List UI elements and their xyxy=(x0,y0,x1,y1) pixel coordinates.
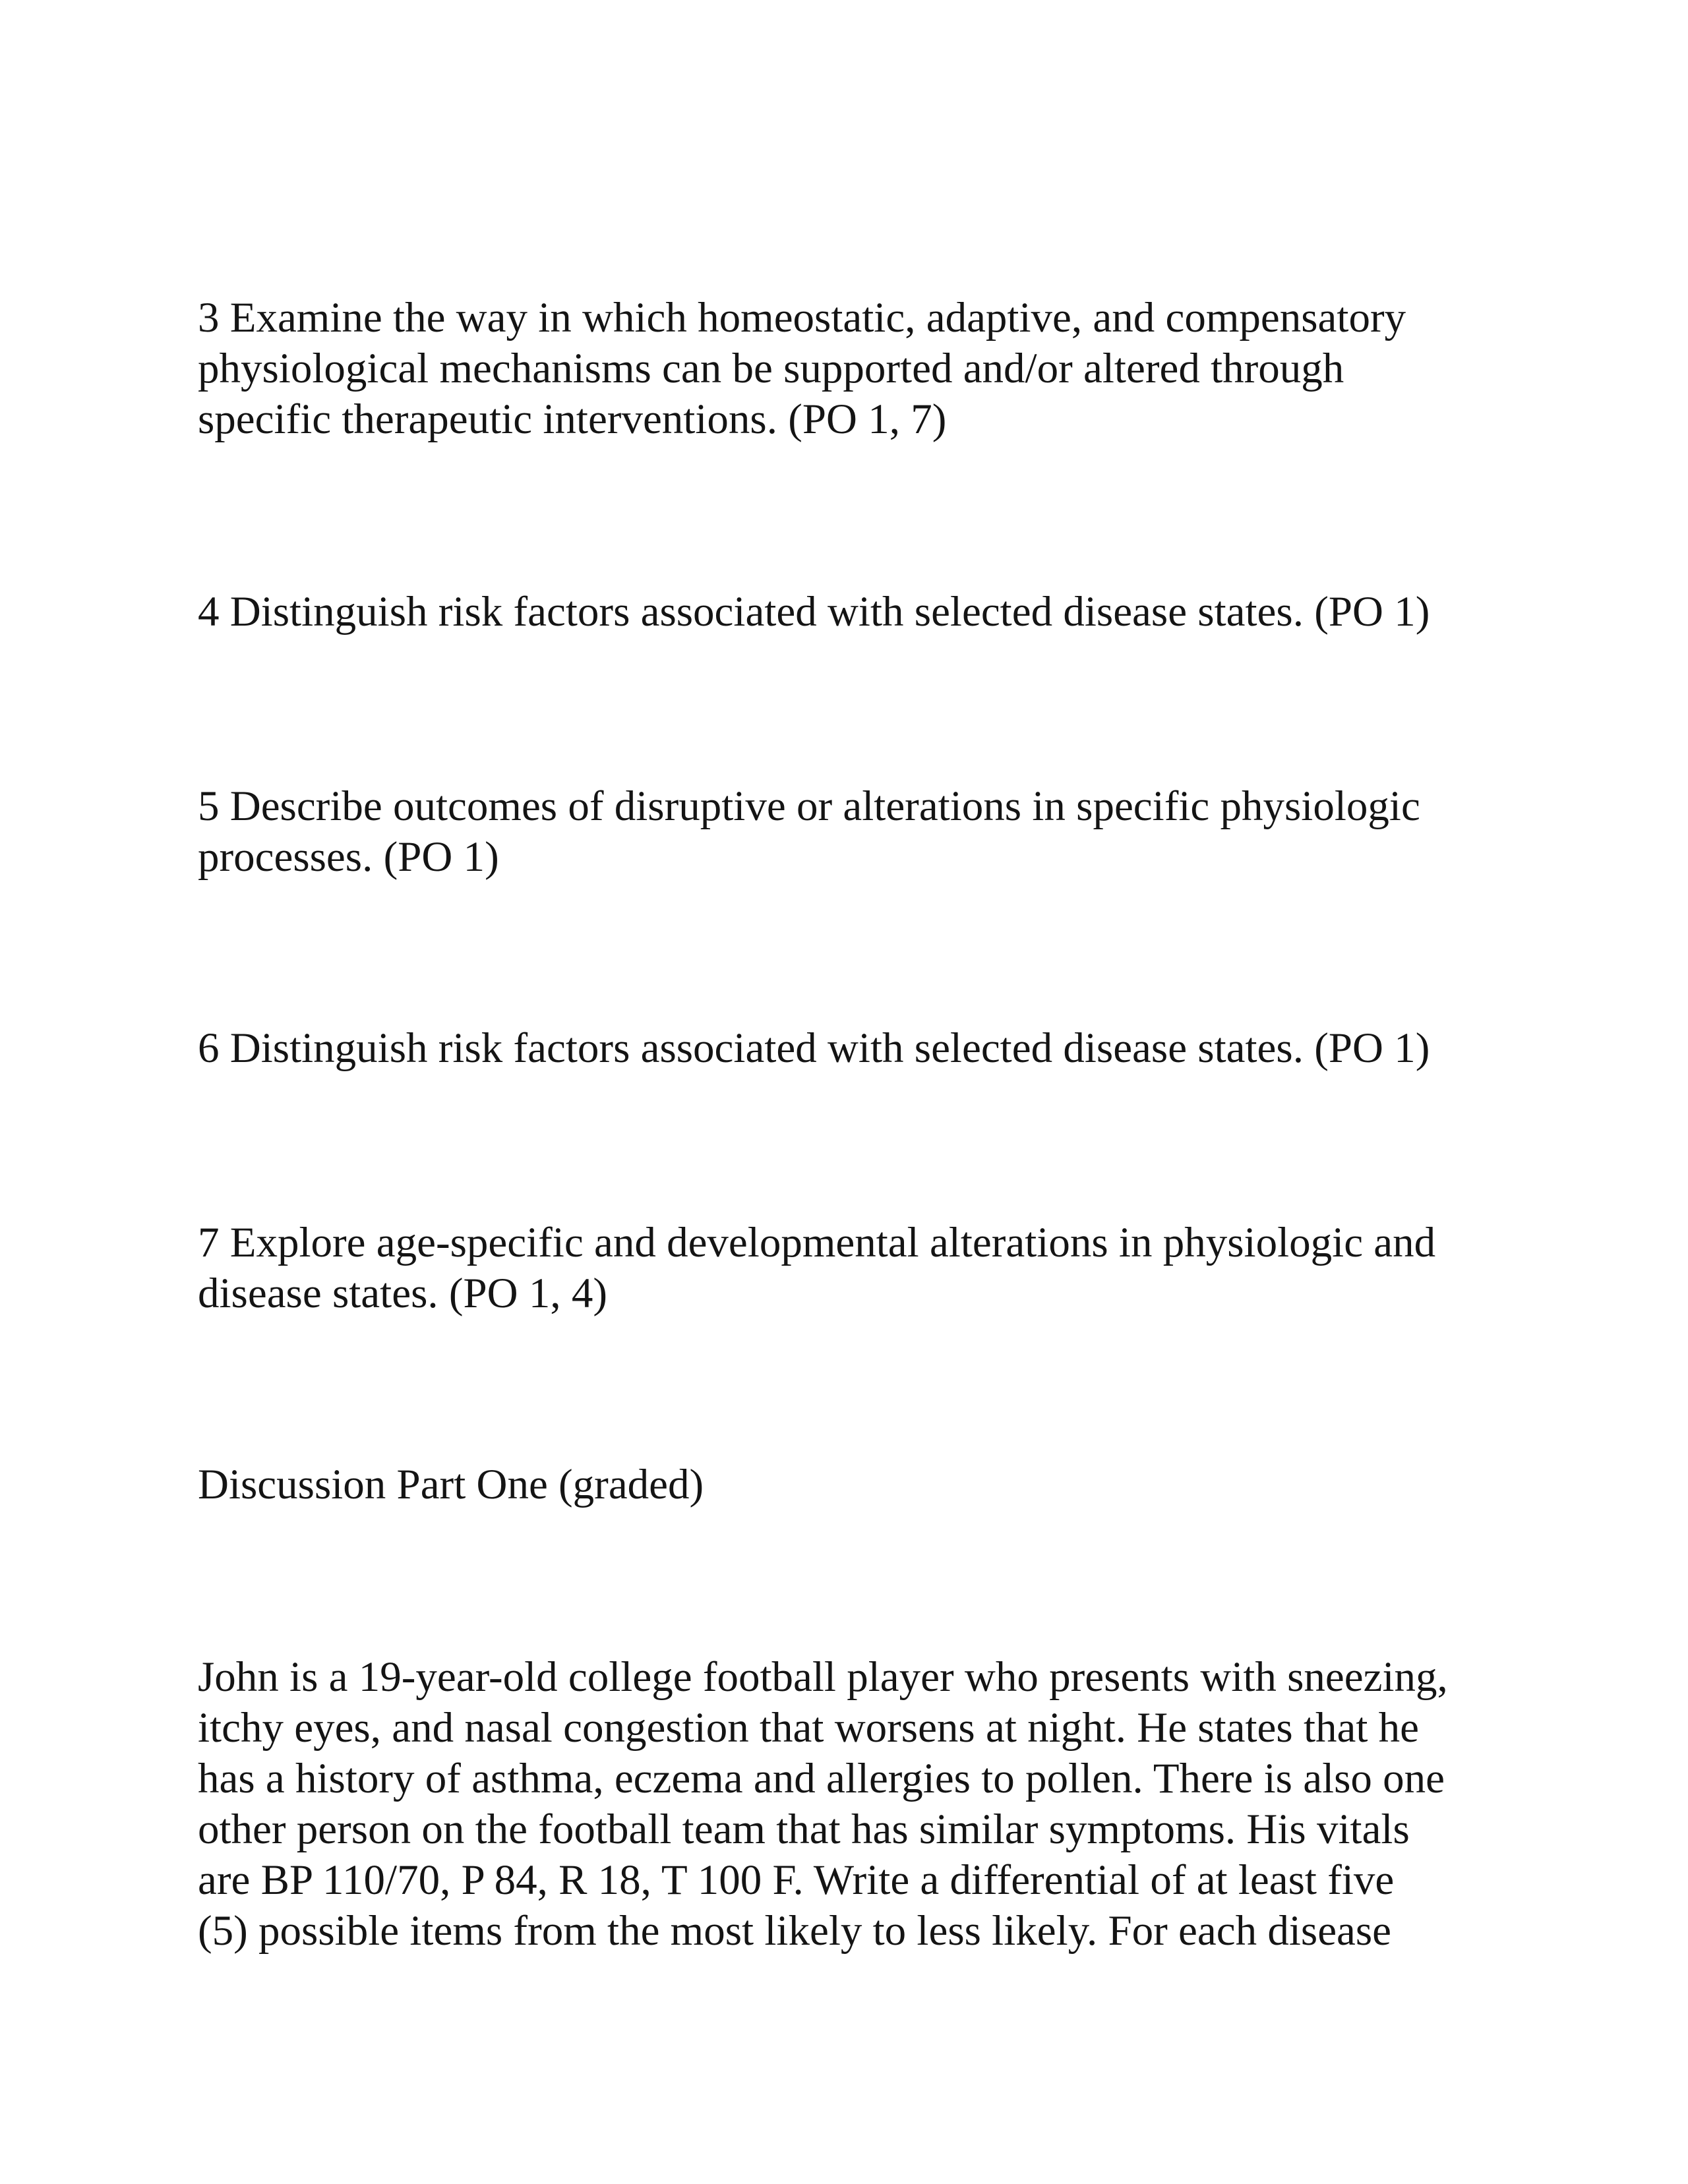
objective-5 xyxy=(198,781,1517,883)
objective-3-line-1: 3 Examine the way in which homeostatic, adaptive, and compensatory xyxy=(198,294,1406,341)
objective-5-line-2: processes. (PO 1) xyxy=(198,833,499,881)
objective-4-line-1: 4 Distinguish risk factors associated with selected disease states. (PO 1) xyxy=(198,588,1430,635)
case-study-line-1: John is a 19-year-old college football player who presents with sneezing, xyxy=(198,1653,1448,1701)
objective-7 xyxy=(198,1218,1517,1319)
objective-7-line-2: disease states. (PO 1, 4) xyxy=(198,1270,607,1317)
case-study-line-5: are BP 110/70, P 84, R 18, T 100 F. Write a differential of at least five xyxy=(198,1856,1395,1904)
case-study-line-4: other person on the football team that has similar symptoms. His vitals xyxy=(198,1806,1410,1853)
objective-3-line-2: physiological mechanisms can be supported and/or altered through xyxy=(198,345,1344,392)
objective-7-line-1: 7 Explore age-specific and developmental alterations in physiologic and xyxy=(198,1219,1436,1266)
objective-4 xyxy=(198,587,1517,637)
case-study-line-3: has a history of asthma, eczema and allergies to pollen. There is also one xyxy=(198,1755,1445,1802)
objective-5-line-1: 5 Describe outcomes of disruptive or alterations in specific physiologic xyxy=(198,782,1420,830)
case-study-line-6: (5) possible items from the most likely to less likely. For each disease xyxy=(198,1907,1392,1955)
case-study-paragraph xyxy=(198,1652,1517,1957)
discussion-heading xyxy=(198,1460,1517,1510)
objective-3 xyxy=(198,293,1517,445)
objective-6 xyxy=(198,1023,1517,1074)
objective-3-line-3: specific therapeutic interventions. (PO 1, 7) xyxy=(198,396,947,443)
objective-6-line-1: 6 Distinguish risk factors associated with selected disease states. (PO 1) xyxy=(198,1024,1430,1072)
case-study-line-2: itchy eyes, and nasal congestion that worsens at night. He states that he xyxy=(198,1704,1420,1752)
discussion-heading-text: Discussion Part One (graded) xyxy=(198,1461,704,1508)
